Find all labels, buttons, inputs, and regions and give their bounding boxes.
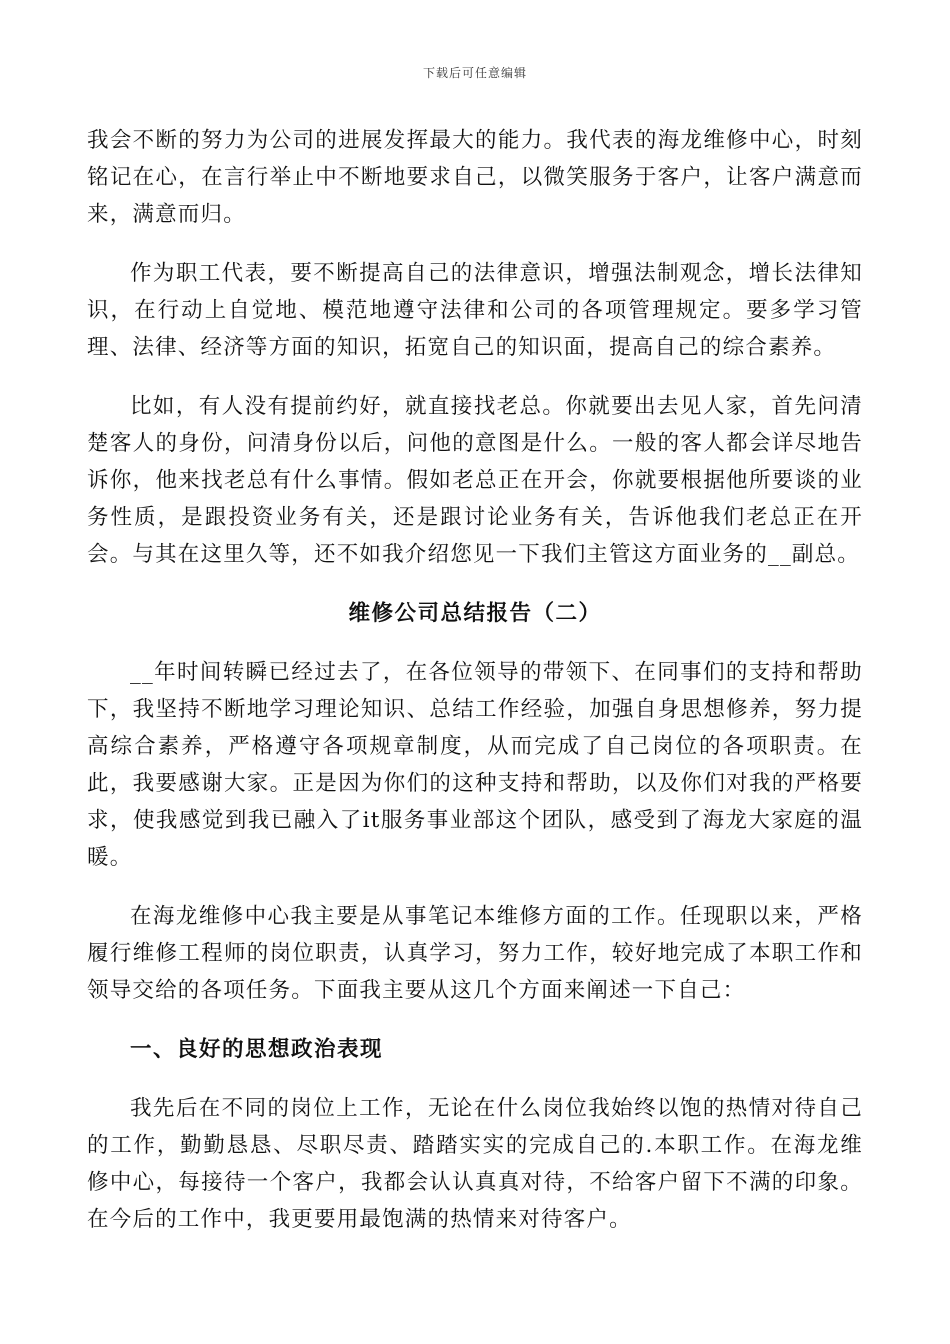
paragraph-1: 我会不断的努力为公司的进展发挥最大的能力。我代表的海龙维修中心，时刻铭记在心，在言行举止中不断地要求自己，以微笑服务于客户，让客户满意而来，满意而归。 xyxy=(87,128,863,227)
document-body xyxy=(87,122,863,1260)
section-title: 维修公司总结报告（二） xyxy=(348,601,602,626)
paragraph-6: 我先后在不同的岗位上工作，无论在什么岗位我始终以饱的热情对待自己的工作，勤勤恳恳、尽职尽责、踏踏实实的完成自己的.本职工作。在海龙维修中心，每接待一个客户，我都会认认真真对待，不给客户留下不满的印象。在今后的工作中，我更要用最饱满的热情来对待客户。 xyxy=(87,1096,863,1232)
paragraph-2: 作为职工代表，要不断提高自己的法律意识，增强法制观念，增长法律知识，在行动上自觉地、模范地遵守法律和公司的各项管理规定。要多学习管理、法律、经济等方面的知识，拓宽自己的知识面，提高自己的综合素养。 xyxy=(87,261,863,360)
paragraph-3: 比如，有人没有提前约好，就直接找老总。你就要出去见人家，首先问清楚客人的身份，问清身份以后，问他的意图是什么。一般的客人都会详尽地告诉你，他来找老总有什么事情。假如老总正在开会，你就要根据他所要谈的业务性质，是跟投资业务有关，还是跟讨论业务有关，告诉他我们老总正在开会。与其在这里久等，还不如我介绍您见一下我们主管这方面业务的__副总。 xyxy=(87,394,863,567)
paragraph-4: __年时间转瞬已经过去了，在各位领导的带领下、在同事们的支持和帮助下，我坚持不断地学习理论知识、总结工作经验，加强自身思想修养，努力提高综合素养，严格遵守各项规章制度，从而完成了自己岗位的各项职责。在此，我要感谢大家。正是因为你们的这种支持和帮助，以及你们对我的严格要求，使我感觉到我已融入了it服务事业部这个团队，感受到了海龙大家庭的温暖。 xyxy=(87,660,863,870)
page-header-note: 下载后可任意编辑 xyxy=(422,66,527,80)
subheading-1: 一、良好的思想政治表现 xyxy=(130,1037,384,1062)
paragraph-5: 在海龙维修中心我主要是从事笔记本维修方面的工作。任现职以来，严格履行维修工程师的岗位职责，认真学习，努力工作，较好地完成了本职工作和领导交给的各项任务。下面我主要从这几个方面来阐述一下自己： xyxy=(87,904,863,1003)
